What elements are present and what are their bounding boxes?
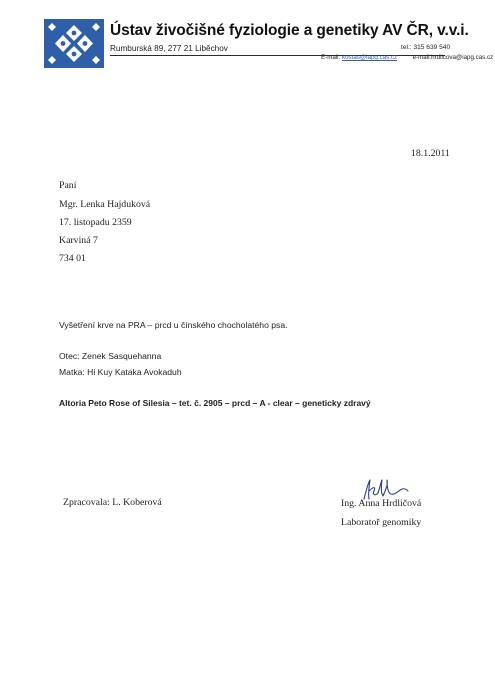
organization-name: Ústav živočišné fyziologie a genetiky AV ČR, v.v.i.: [110, 22, 469, 39]
organization-address: Rumburská 89, 277 21 Liběchov: [110, 44, 228, 53]
letter-subject: Vyšetření krve na PRA – prcd u čínského chocholatého psa.: [59, 320, 288, 330]
prepared-by: Zpracovala: L. Koberová: [63, 497, 162, 508]
sire-line: Otec: Zenek Sasquehanna: [59, 351, 162, 361]
email-row: [321, 54, 493, 61]
email-link-2[interactable]: e-mail:hrdlicova@iapg.cas.cz: [412, 54, 494, 61]
recipient-name: Mgr. Lenka Hajduková: [59, 199, 151, 210]
recipient-city: Karviná 7: [59, 235, 98, 246]
organization-phone: tel.: 315 639 540: [401, 44, 451, 51]
test-result: Altoria Peto Rose of Silesia – tet. č. 2905 – prcd – A - clear – geneticky zdravý: [59, 398, 371, 408]
recipient-street: 17. listopadu 2359: [59, 217, 132, 228]
recipient-postcode: 734 01: [59, 253, 86, 264]
email-link-1[interactable]: kostas@iapg.cas.cz: [342, 54, 398, 61]
recipient-salutation: Paní: [59, 180, 77, 191]
dam-line: Matka: Hi Kuy Kataka Avokaduh: [59, 367, 182, 377]
letter-date: 18.1.2011: [411, 148, 450, 159]
signatory-department: Laboratoř genomiky: [341, 517, 422, 528]
signatory-name: Ing. Anna Hrdličová: [341, 498, 422, 509]
institute-logo-icon: [44, 19, 104, 68]
email-label: E-mail:: [321, 54, 341, 61]
